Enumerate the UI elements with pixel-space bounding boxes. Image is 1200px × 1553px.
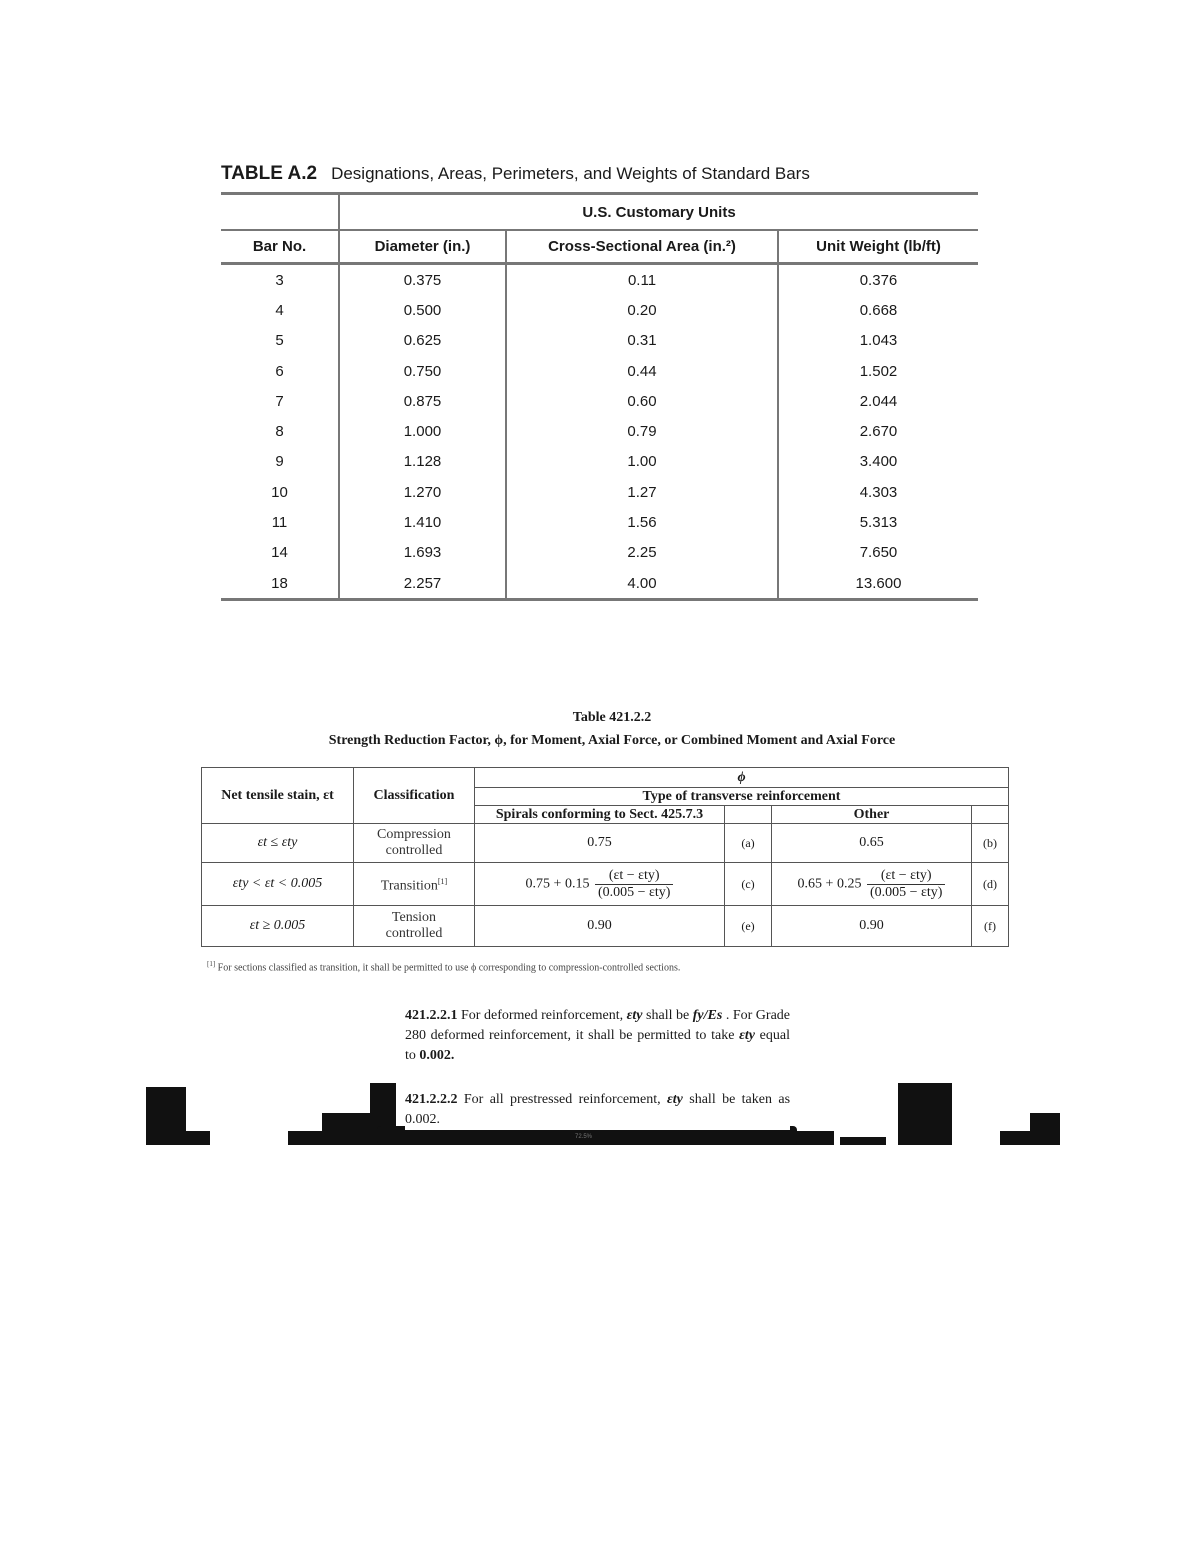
strain-cell: εt ≥ 0.005	[202, 906, 354, 947]
bar-no-cell: 8	[275, 423, 284, 441]
diameter-cell: 0.625	[339, 326, 506, 356]
bar-no-cell: 14	[271, 544, 288, 562]
table-a2-caption	[221, 163, 810, 185]
area-cell: 2.25	[506, 538, 778, 568]
table-row	[221, 507, 978, 537]
other-formula: 0.65 + 0.25 $\frac{\text{(εt − εty)}}{\text{(0.005 − εty)}}$	[772, 863, 972, 906]
diameter-cell: 1.000	[339, 416, 506, 446]
weight-cell: 2.670	[778, 416, 978, 446]
col-header-weight: Unit Weight (lb/ft)	[778, 230, 978, 264]
table-a2-caption-text: Designations, Areas, Perimeters, and Weights of Standard Bars	[331, 164, 810, 183]
table-row	[221, 477, 978, 507]
bar-no-cell: 10	[271, 483, 288, 501]
row-label: (b)	[972, 824, 1009, 863]
bar-no-cell: 9	[275, 453, 284, 471]
diameter-cell: 1.693	[339, 538, 506, 568]
table-a2-number: TABLE A.2	[221, 163, 318, 184]
area-cell: 0.31	[506, 326, 778, 356]
area-cell: 1.27	[506, 477, 778, 507]
diameter-cell: 0.500	[339, 295, 506, 325]
table-a2-body	[221, 264, 978, 600]
fraction: $\frac{\text{(εt − εty)}}{\text{(0.005 − εty)}}$	[867, 868, 946, 901]
col-header-area: Cross-Sectional Area (in.²)	[506, 230, 778, 264]
table-421-number: Table 421.2.2	[572, 710, 652, 725]
diameter-cell: 0.750	[339, 356, 506, 386]
bar-no-cell: 4	[275, 301, 284, 319]
classification-cell: Transition[1]	[354, 863, 475, 906]
table-421-title: Strength Reduction Factor, ϕ, for Moment, Axial Force, or Combined Moment and Axial Force	[328, 733, 896, 748]
bar-no-cell: 7	[275, 392, 284, 410]
group-header: U.S. Customary Units	[339, 194, 978, 231]
spirals-header: Spirals conforming to Sect. 425.7.3	[475, 806, 725, 824]
row-label: (a)	[725, 824, 772, 863]
area-cell: 0.11	[506, 264, 778, 296]
table-row	[202, 906, 1009, 947]
diameter-cell: 0.875	[339, 386, 506, 416]
area-cell: 0.44	[506, 356, 778, 386]
bar-no-cell: 5	[275, 332, 284, 350]
zoom-level: 72.5%	[575, 1134, 593, 1140]
transverse-header: Type of transverse reinforcement	[475, 788, 1009, 806]
weight-cell: 1.043	[778, 326, 978, 356]
table-row	[221, 386, 978, 416]
row-label: (f)	[972, 906, 1009, 947]
classification-cell: Compression controlled	[354, 824, 475, 863]
table-a2	[221, 192, 978, 601]
row-label: (c)	[725, 863, 772, 906]
area-cell: 0.60	[506, 386, 778, 416]
table-421	[201, 767, 1009, 947]
bar-no-cell: 3	[275, 271, 284, 289]
table-row	[221, 295, 978, 325]
table-row	[221, 568, 978, 600]
phi-header: ϕ	[475, 768, 1009, 788]
area-cell: 1.00	[506, 447, 778, 477]
classification-cell: Tension controlled	[354, 906, 475, 947]
other-header: Other	[772, 806, 972, 824]
paragraph-421-2-2-1: 421.2.2.1 For deformed reinforcement, εty shall be fy/Es . For Grade 280 deformed reinforcement, it shall be permitted to take εty equal to 0.002.	[405, 1008, 790, 1063]
area-cell: 4.00	[506, 568, 778, 600]
bar-no-cell: 18	[221, 568, 339, 600]
weight-cell: 5.313	[778, 507, 978, 537]
table-row	[221, 447, 978, 477]
fraction: $\frac{\text{(εt − εty)}}{\text{(0.005 − εty)}}$	[595, 868, 674, 901]
strain-cell: εt ≤ εty	[202, 824, 354, 863]
spiral-value: 0.90	[475, 906, 725, 947]
other-value: 0.90	[772, 906, 972, 947]
weight-cell: 2.044	[778, 386, 978, 416]
col-header-bar-no: Bar No.	[221, 230, 339, 264]
weight-cell: 1.502	[778, 356, 978, 386]
bar-no-cell: 11	[271, 514, 288, 532]
diameter-cell: 2.257	[339, 568, 506, 600]
weight-cell: 0.668	[778, 295, 978, 325]
col-header-strain: Net tensile stain, εt	[202, 768, 354, 824]
other-value: 0.65	[772, 824, 972, 863]
area-cell: 0.20	[506, 295, 778, 325]
col-header-classification: Classification	[354, 768, 475, 824]
area-cell: 1.56	[506, 507, 778, 537]
diameter-cell: 1.128	[339, 447, 506, 477]
diameter-cell: 1.270	[339, 477, 506, 507]
table-row	[221, 356, 978, 386]
weight-cell: 7.650	[778, 538, 978, 568]
spiral-value: 0.75	[475, 824, 725, 863]
strain-cell: εty < εt < 0.005	[202, 863, 354, 906]
weight-cell: 4.303	[778, 477, 978, 507]
table-row	[202, 863, 1009, 906]
spiral-formula: 0.75 + 0.15 $\frac{\text{(εt − εty)}}{\text{(0.005 − εty)}}$	[475, 863, 725, 906]
table-row	[221, 264, 978, 296]
weight-cell: 3.400	[778, 447, 978, 477]
diameter-cell: 1.410	[339, 507, 506, 537]
table-row	[221, 326, 978, 356]
paragraph-421-2-2-2: 421.2.2.2 For all prestressed reinforcement, εty shall be taken as 0.002.	[405, 1090, 790, 1130]
row-label: (d)	[972, 863, 1009, 906]
bar-no-cell: 6	[275, 362, 284, 380]
table-row	[221, 538, 978, 568]
weight-cell: 0.376	[778, 264, 978, 296]
col-header-diameter: Diameter (in.)	[339, 230, 506, 264]
table-footnote: [1] For sections classified as transition, it shall be permitted to use ϕ corresponding to compression-controlled sections.	[207, 960, 681, 974]
area-cell: 0.79	[506, 416, 778, 446]
row-label: (e)	[725, 906, 772, 947]
table-row	[202, 824, 1009, 863]
diameter-cell: 0.375	[339, 264, 506, 296]
weight-cell: 13.600	[778, 568, 978, 600]
table-row	[221, 416, 978, 446]
